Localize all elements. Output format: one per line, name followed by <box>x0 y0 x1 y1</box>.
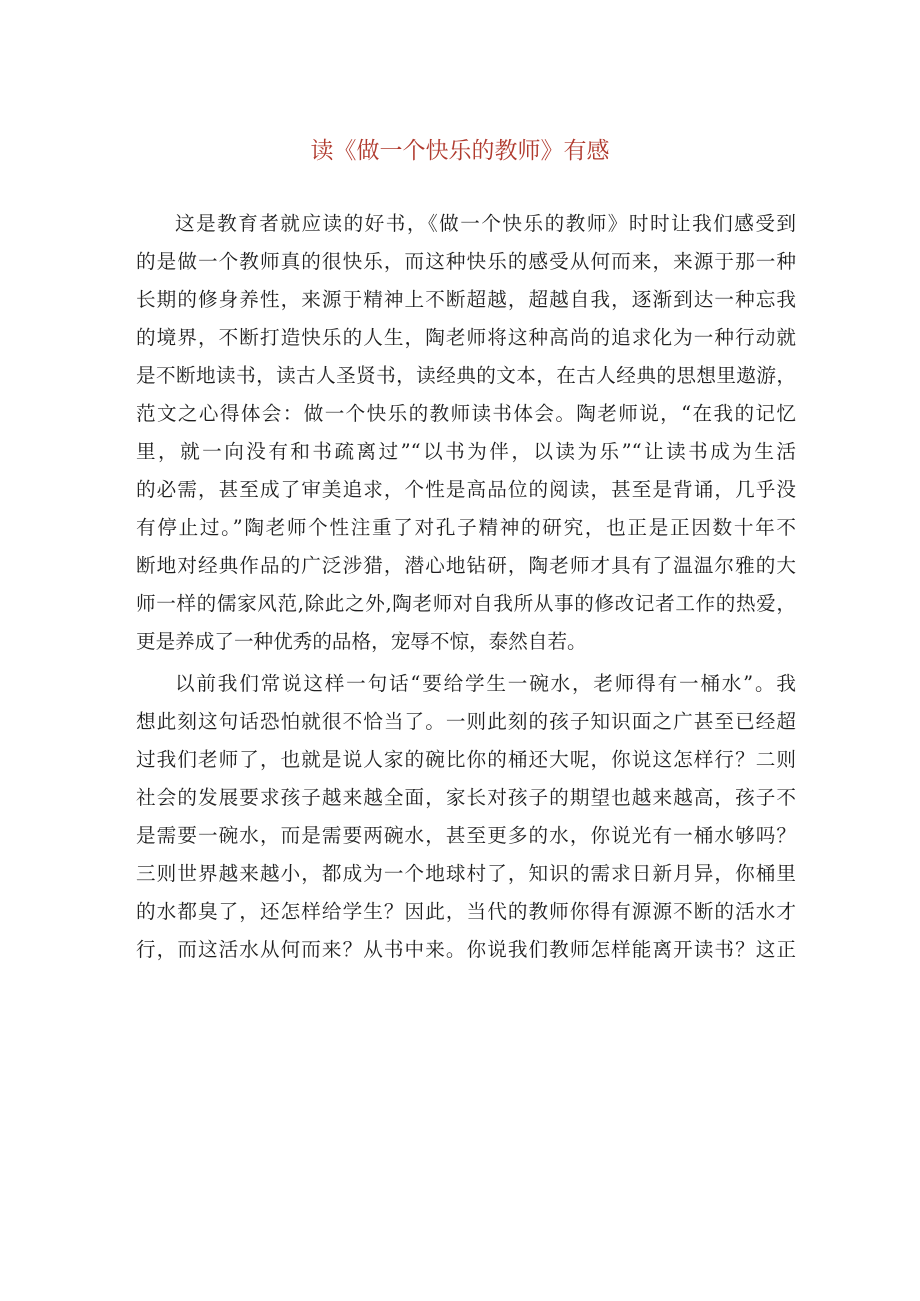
document-title: 读《做一个快乐的教师》有感 <box>310 138 610 164</box>
text-line: 过我们老师了，也就是说人家的碗比你的桶还大呢，你说这怎样行？二则 <box>136 748 796 771</box>
text-line: 更是养成了一种优秀的品格，宠辱不惊，泰然自若。 <box>136 630 587 653</box>
text-line: 是需要一碗水，而是需要两碗水，甚至更多的水，你说光有一桶水够吗？ <box>136 824 796 847</box>
text-line: 的必需，甚至成了审美追求，个性是高品位的阅读，甚至是背诵，几乎没 <box>136 478 796 501</box>
document-body <box>136 205 796 969</box>
text-line: 的水都臭了，还怎样给学生？因此，当代的教师你得有源源不断的活水才 <box>136 900 796 923</box>
text-line: 的境界，不断打造快乐的人生，陶老师将这种高尚的追求化为一种行动就 <box>136 326 796 349</box>
text-line: 社会的发展要求孩子越来越全面，家长对孩子的期望也越来越高，孩子不 <box>136 786 796 809</box>
text-line: 行，而这活水从何而来？从书中来。你说我们教师怎样能离开读书？这正 <box>136 938 796 961</box>
text-line: 以前我们常说这样一句话“要给学生一碗水，老师得有一桶水”。我 <box>175 672 796 695</box>
text-line: 三则世界越来越小，都成为一个地球村了，知识的需求日新月异，你桶里 <box>136 862 796 885</box>
text-line: 里，就一向没有和书疏离过”“以书为伴，以读为乐”“让读书成为生活 <box>136 440 796 463</box>
paragraph-1 <box>136 205 796 661</box>
text-line: 想此刻这句话恐怕就很不恰当了。一则此刻的孩子知识面之广甚至已经超 <box>136 710 796 733</box>
text-line: 范文之心得体会：做一个快乐的教师读书体会。陶老师说，“在我的记忆 <box>136 402 796 425</box>
text-line: 有停止过。”陶老师个性注重了对孔子精神的研究，也正是正因数十年不 <box>136 516 796 539</box>
text-line: 的是做一个教师真的很快乐，而这种快乐的感受从何而来，来源于那一种 <box>136 250 796 273</box>
text-line: 师一样的儒家风范,除此之外,陶老师对自我所从事的修改记者工作的热爱， <box>136 592 796 615</box>
text-line: 是不断地读书，读古人圣贤书，读经典的文本，在古人经典的思想里遨游， <box>136 364 796 387</box>
text-line: 这是教育者就应读的好书，《做一个快乐的教师》时时让我们感受到 <box>175 212 796 235</box>
paragraph-2 <box>136 665 796 969</box>
text-line: 断地对经典作品的广泛涉猎，潜心地钻研，陶老师才具有了温温尔雅的大 <box>136 554 796 577</box>
text-line: 长期的修身养性，来源于精神上不断超越，超越自我，逐渐到达一种忘我 <box>136 288 796 311</box>
